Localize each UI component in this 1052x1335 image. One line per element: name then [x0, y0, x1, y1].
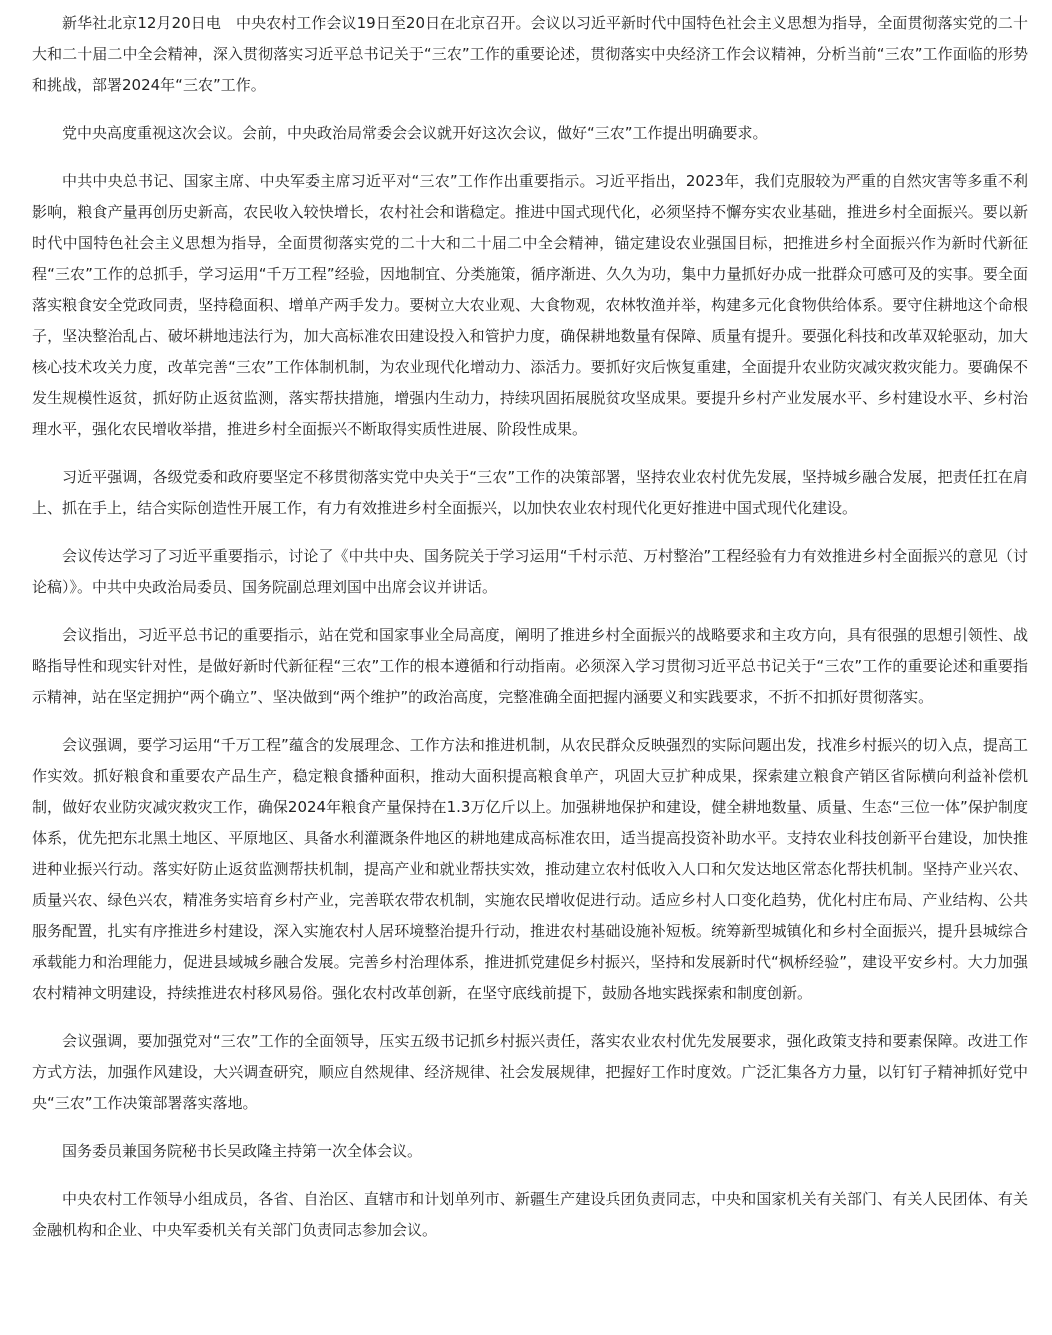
paragraph: 中央农村工作领导小组成员，各省、自治区、直辖市和计划单列市、新疆生产建设兵团负责同志，中央和国家机关有关部门、有关人民团体、有关金融机构和企业、中央军委机关有关部门负责同志参加会议。 [32, 1190, 1028, 1239]
paragraph: 国务委员兼国务院秘书长吴政隆主持第一次全体会议。 [62, 1142, 423, 1160]
paragraph: 会议传达学习了习近平重要指示，讨论了《中共中央、国务院关于学习运用“千村示范、万村整治”工程经验有力有效推进乡村全面振兴的意见（讨论稿）》。中共中央政治局委员、国务院副总理刘国中出席会议并讲话。 [32, 547, 1028, 596]
paragraph: 中共中央总书记、国家主席、中央军委主席习近平对“三农”工作作出重要指示。习近平指出，2023年，我们克服较为严重的自然灾害等多重不利影响，粮食产量再创历史新高，农民收入较快增长，农村社会和谐稳定。推进中国式现代化，必须坚持不懈夯实农业基础，推进乡村全面振兴。要以新时代中国特色社会主义思想为指导，全面贯彻落实党的二十大和二十届二中全会精神，锚定建设农业强国目标，把推进乡村全面振兴作为新时代新征程“三农”工作的总抓手，学习运用“千万工程”经验，因地制宜、分类施策，循序渐进、久久为功，集中力量抓好办成一批群众可感可及的实事。要全面落实粮食安全党政同责，坚持稳面积、增单产两手发力。要树立大农业观、大食物观，农林牧渔并举，构建多元化食物供给体系。要守住耕地这个命根子，坚决整治乱占、破坏耕地违法行为，加大高标准农田建设投入和管护力度，确保耕地数量有保障、质量有提升。要强化科技和改革双轮驱动，加大核心技术攻关力度，改革完善“三农”工作体制机制，为农业现代化增动力、添活力。要抓好灾后恢复重建，全面提升农业防灾减灾救灾能力。要确保不发生规模性返贫，抓好防止返贫监测，落实帮扶措施，增强内生动力，持续巩固拓展脱贫攻坚成果。要提升乡村产业发展水平、乡村建设水平、乡村治理水平，强化农民增收举措，推进乡村全面振兴不断取得实质性进展、阶段性成果。 [32, 172, 1028, 438]
paragraph: 会议指出，习近平总书记的重要指示，站在党和国家事业全局高度，阐明了推进乡村全面振兴的战略要求和主攻方向，具有很强的思想引领性、战略指导性和现实针对性，是做好新时代新征程“三农”工作的根本遵循和行动指南。必须深入学习贯彻习近平总书记关于“三农”工作的重要论述和重要指示精神，站在坚定拥护“两个确立”、坚决做到“两个维护”的政治高度，完整准确全面把握内涵要义和实践要求，不折不扣抓好贯彻落实。 [32, 626, 1028, 706]
paragraph: 党中央高度重视这次会议。会前，中央政治局常委会会议就开好这次会议，做好“三农”工作提出明确要求。 [62, 124, 768, 142]
paragraph: 会议强调，要加强党对“三农”工作的全面领导，压实五级书记抓乡村振兴责任，落实农业农村优先发展要求，强化政策支持和要素保障。改进工作方式方法，加强作风建设，大兴调查研究，顺应自然规律、经济规律、社会发展规律，把握好工作时度效。广泛汇集各方力量，以钉钉子精神抓好党中央“三农”工作决策部署落实落地。 [32, 1032, 1028, 1112]
paragraph: 习近平强调，各级党委和政府要坚定不移贯彻落实党中央关于“三农”工作的决策部署，坚持农业农村优先发展，坚持城乡融合发展，把责任扛在肩上、抓在手上，结合实际创造性开展工作，有力有效推进乡村全面振兴，以加快农业农村现代化更好推进中国式现代化建设。 [32, 468, 1028, 517]
paragraph-lead: 新华社北京12月20日电 中央农村工作会议19日至20日在北京召开。会议以习近平新时代中国特色社会主义思想为指导，全面贯彻落实党的二十大和二十届二中全会精神，深入贯彻落实习近平总书记关于“三农”工作的重要论述，贯彻落实中央经济工作会议精神，分析当前“三农”工作面临的形势和挑战，部署2024年“三农”工作。 [32, 14, 1028, 94]
article-body [32, 8, 1028, 1263]
paragraph: 会议强调，要学习运用“千万工程”蕴含的发展理念、工作方法和推进机制，从农民群众反映强烈的实际问题出发，找准乡村振兴的切入点，提高工作实效。抓好粮食和重要农产品生产，稳定粮食播种面积，推动大面积提高粮食单产，巩固大豆扩种成果，探索建立粮食产销区省际横向利益补偿机制，做好农业防灾减灾救灾工作，确保2024年粮食产量保持在1.3万亿斤以上。加强耕地保护和建设，健全耕地数量、质量、生态“三位一体”保护制度体系，优先把东北黑土地区、平原地区、具备水利灌溉条件地区的耕地建成高标准农田，适当提高投资补助水平。支持农业科技创新平台建设，加快推进种业振兴行动。落实好防止返贫监测帮扶机制，提高产业和就业帮扶实效，推动建立农村低收入人口和欠发达地区常态化帮扶机制。坚持产业兴农、质量兴农、绿色兴农，精准务实培育乡村产业，完善联农带农机制，实施农民增收促进行动。适应乡村人口变化趋势，优化村庄布局、产业结构、公共服务配置，扎实有序推进乡村建设，深入实施农村人居环境整治提升行动，推进农村基础设施补短板。统筹新型城镇化和乡村全面振兴，提升县城综合承载能力和治理能力，促进县域城乡融合发展。完善乡村治理体系，推进抓党建促乡村振兴，坚持和发展新时代“枫桥经验”，建设平安乡村。大力加强农村精神文明建设，持续推进农村移风易俗。强化农村改革创新，在坚守底线前提下，鼓励各地实践探索和制度创新。 [32, 736, 1028, 1002]
